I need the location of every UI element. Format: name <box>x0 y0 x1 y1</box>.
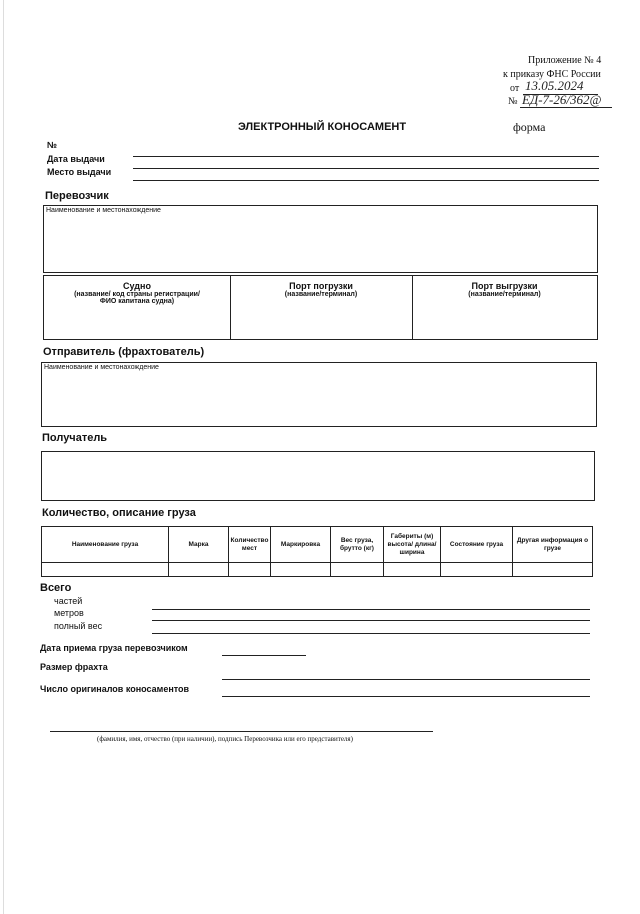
cargo-header-name: Наименование груза <box>42 527 169 563</box>
ship-title: Судно <box>123 281 151 291</box>
scan-edge <box>3 0 4 914</box>
totals-meters-label: метров <box>54 608 84 618</box>
shipper-title: Отправитель (фрахтователь) <box>43 346 205 358</box>
appendix-number-prefix: № <box>508 96 518 107</box>
cargo-header-dimensions: Габериты (м) высота/ длина/ширина <box>384 527 441 563</box>
loading-port-subtitle: (название/терминал) <box>284 291 358 298</box>
cargo-cell[interactable] <box>169 563 229 577</box>
unloading-port-subtitle: (название/терминал) <box>468 291 541 298</box>
totals-gross-label: полный вес <box>54 621 103 631</box>
accept-date-label: Дата приема груза перевозчиком <box>40 643 188 653</box>
cargo-cell[interactable] <box>42 563 169 577</box>
shipper-box-caption: Наименование и местонахождение <box>44 364 159 371</box>
issue-place-field[interactable] <box>133 180 599 181</box>
totals-meters-field[interactable] <box>152 620 590 621</box>
consignee-title: Получатель <box>42 432 108 444</box>
appendix-order-value: ЕД-7-26/362@ <box>522 92 602 107</box>
unloading-port-cell[interactable] <box>412 276 597 339</box>
appendix-line1: Приложение № 4 <box>528 55 602 66</box>
cargo-cell[interactable] <box>384 563 441 577</box>
cargo-cell[interactable] <box>271 563 331 577</box>
cargo-title: Количество, описание груза <box>42 507 196 519</box>
totals-parts-label: частей <box>54 596 83 606</box>
cargo-cell[interactable] <box>513 563 593 577</box>
cargo-header-other: Другая информация о грузе <box>513 527 593 563</box>
cargo-header-brand: Марка <box>169 527 229 563</box>
totals-parts-field[interactable] <box>152 609 590 610</box>
cargo-header-condition: Состояние груза <box>441 527 513 563</box>
signature-line[interactable] <box>50 731 433 732</box>
loading-port-title: Порт погрузки <box>289 281 353 291</box>
issue-place-label: Место выдачи <box>47 167 112 177</box>
freight-field[interactable] <box>222 679 590 680</box>
carrier-box[interactable] <box>43 205 598 273</box>
cargo-header-weight: Вес груза, брутто (кг) <box>331 527 384 563</box>
ship-cell[interactable] <box>44 276 231 339</box>
cargo-table <box>41 526 593 577</box>
number-label: № <box>47 140 58 150</box>
issue-date-label: Дата выдачи <box>47 154 105 164</box>
freight-label: Размер фрахта <box>40 662 108 672</box>
form-label: форма <box>513 120 546 134</box>
ship-subtitle: (название/ код страны регистрации/ ФИО капитана судна) <box>74 291 200 305</box>
loading-port-cell[interactable] <box>230 276 413 339</box>
consignee-box[interactable] <box>41 451 595 501</box>
totals-gross-field[interactable] <box>152 633 590 634</box>
appendix-date-prefix: от <box>510 83 520 94</box>
originals-label: Число оригиналов коносаментов <box>40 684 190 694</box>
issue-date-field[interactable] <box>133 168 599 169</box>
originals-field[interactable] <box>222 696 590 697</box>
cargo-row[interactable] <box>42 563 593 577</box>
cargo-cell[interactable] <box>229 563 271 577</box>
cargo-cell[interactable] <box>441 563 513 577</box>
ship-ports-table <box>43 275 598 340</box>
unloading-port-title: Порт выгрузки <box>471 281 538 291</box>
document-title: ЭЛЕКТРОННЫЙ КОНОСАМЕНТ <box>238 121 407 133</box>
number-field[interactable] <box>133 156 599 157</box>
cargo-header-places: Количество мест <box>229 527 271 563</box>
appendix-date-value: 13.05.2024 <box>525 78 584 93</box>
appendix-line2: к приказу ФНС России <box>503 69 601 80</box>
totals-title: Всего <box>40 582 72 594</box>
carrier-box-caption: Наименование и местонахождение <box>46 207 161 214</box>
appendix-order-underline <box>520 107 612 108</box>
cargo-header-row <box>42 527 593 563</box>
cargo-header-marking: Маркировка <box>271 527 331 563</box>
carrier-title: Перевозчик <box>45 190 109 202</box>
signature-caption: (фамилия, имя, отчество (при наличии), подпись Перевозчика или его представителя) <box>97 735 353 743</box>
accept-date-field[interactable] <box>222 655 306 656</box>
cargo-cell[interactable] <box>331 563 384 577</box>
shipper-box[interactable] <box>41 362 597 427</box>
